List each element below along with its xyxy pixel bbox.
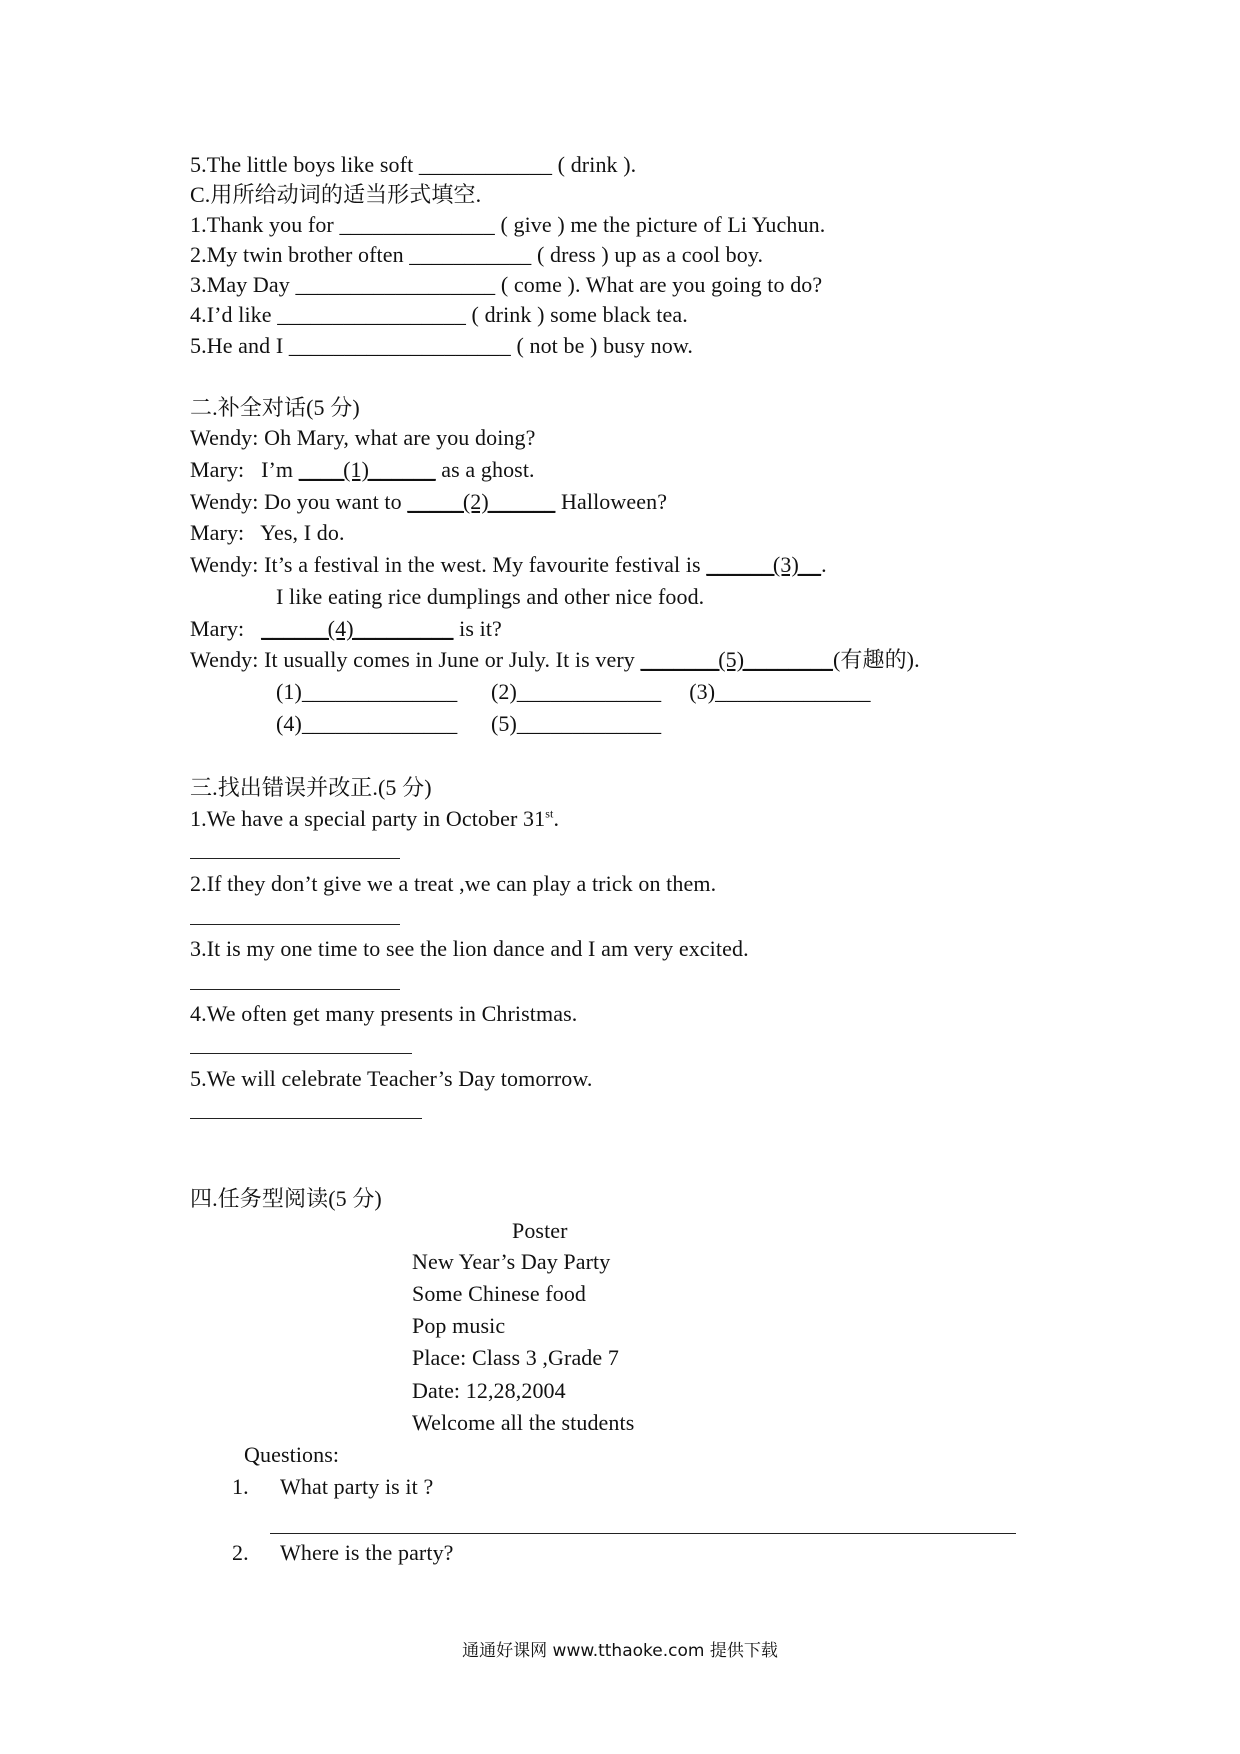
dialogue-blank-3: ______(3)__ bbox=[706, 552, 822, 577]
questions-label: Questions: bbox=[244, 1442, 340, 1467]
section-2-heading: 二.补全对话(5 分) bbox=[190, 395, 360, 420]
section-3-item-5: 5.We will celebrate Teacher’s Day tomorrow. bbox=[190, 1066, 593, 1091]
answer-line-2 bbox=[190, 924, 400, 925]
section-c-item-1: 1.Thank you for ______________ ( give ) me the picture of Li Yuchun. bbox=[190, 212, 826, 237]
poster-line-2: Some Chinese food bbox=[412, 1281, 587, 1306]
dialogue-blank-2: _____(2)______ bbox=[407, 489, 556, 514]
answer-line-1 bbox=[190, 858, 400, 859]
poster-title: Poster bbox=[512, 1218, 568, 1243]
dialogue-line-7: Mary: ______(4)_________ is it? bbox=[190, 616, 502, 641]
question-1-number: 1. bbox=[232, 1474, 249, 1499]
dialogue-blank-1: ____(1)______ bbox=[298, 457, 436, 482]
section-4-heading: 四.任务型阅读(5 分) bbox=[190, 1186, 382, 1211]
section-3-heading: 三.找出错误并改正.(5 分) bbox=[190, 775, 432, 800]
poster-line-1: New Year’s Day Party bbox=[412, 1249, 611, 1274]
footer-credit: 通通好课网 www.tthaoke.com 提供下载 bbox=[462, 1641, 778, 1661]
question-2: Where is the party? bbox=[280, 1540, 454, 1565]
section-b-item-5: 5.The little boys like soft ____________ ( drink ). bbox=[190, 152, 637, 177]
section-3-item-1: 1.We have a special party in October 31st. bbox=[190, 806, 560, 831]
poster-line-6: Welcome all the students bbox=[412, 1410, 635, 1435]
poster-line-4: Place: Class 3 ,Grade 7 bbox=[412, 1345, 619, 1370]
answer-line-4 bbox=[190, 1053, 412, 1054]
answer-blanks-row-1: (1)______________ (2)_____________ (3)______________ bbox=[276, 679, 871, 704]
section-3-item-3: 3.It is my one time to see the lion dance and I am very excited. bbox=[190, 936, 749, 961]
section-3-item-4: 4.We often get many presents in Christmas. bbox=[190, 1001, 578, 1026]
section-c-heading: C.用所给动词的适当形式填空. bbox=[190, 182, 482, 207]
answer-line-5 bbox=[190, 1118, 422, 1119]
dialogue-line-2: Mary: I’m ____(1)______ as a ghost. bbox=[190, 457, 535, 482]
dialogue-line-3: Wendy: Do you want to _____(2)______ Halloween? bbox=[190, 489, 668, 514]
poster-line-3: Pop music bbox=[412, 1313, 506, 1338]
dialogue-line-4: Mary: Yes, I do. bbox=[190, 520, 345, 545]
section-c-item-2: 2.My twin brother often ___________ ( dress ) up as a cool boy. bbox=[190, 242, 764, 267]
dialogue-line-8: Wendy: It usually comes in June or July. It is very _______(5)________(有趣的). bbox=[190, 647, 920, 672]
poster-line-5: Date: 12,28,2004 bbox=[412, 1378, 566, 1403]
dialogue-line-5: Wendy: It’s a festival in the west. My favourite festival is ______(3)__. bbox=[190, 552, 827, 577]
section-3-item-2: 2.If they don’t give we a treat ,we can play a trick on them. bbox=[190, 871, 717, 896]
question-1: What party is it ? bbox=[280, 1474, 434, 1499]
section-c-item-3: 3.May Day __________________ ( come ). What are you going to do? bbox=[190, 272, 823, 297]
section-c-item-4: 4.I’d like _________________ ( drink ) some black tea. bbox=[190, 302, 688, 327]
dialogue-line-6: I like eating rice dumplings and other nice food. bbox=[276, 584, 705, 609]
dialogue-blank-4: ______(4)_________ bbox=[261, 616, 454, 641]
question-2-number: 2. bbox=[232, 1540, 249, 1565]
dialogue-blank-5: _______(5)________ bbox=[640, 647, 833, 672]
answer-blanks-row-2: (4)______________ (5)_____________ bbox=[276, 711, 662, 736]
answer-line-q1 bbox=[270, 1533, 1016, 1534]
section-c-item-5: 5.He and I ____________________ ( not be ) busy now. bbox=[190, 333, 693, 358]
dialogue-line-1: Wendy: Oh Mary, what are you doing? bbox=[190, 425, 536, 450]
answer-line-3 bbox=[190, 989, 400, 990]
